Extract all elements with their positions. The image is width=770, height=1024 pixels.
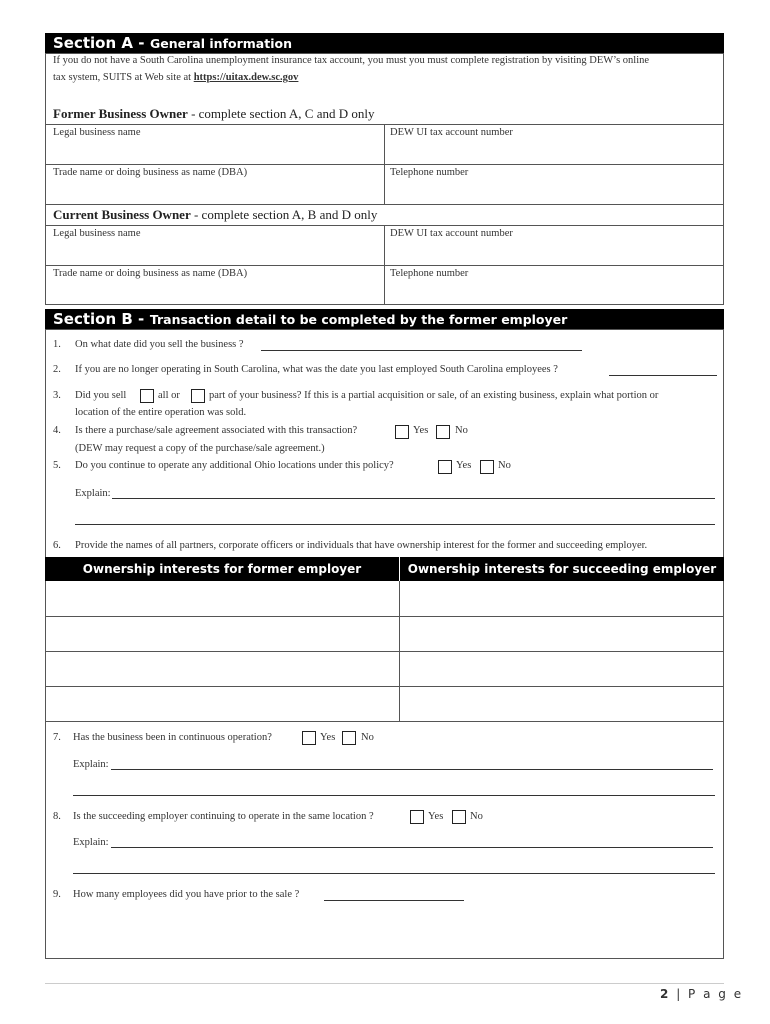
q5-text: Do you continue to operate any additional Ohio locations under this policy? <box>75 460 394 471</box>
section-a-intro-line2: tax system, SUITS at Web site at https://uitax.dew.sc.gov <box>53 72 299 83</box>
q9-text: How many employees did you have prior to the sale ? <box>73 889 300 900</box>
q5-no-label: No <box>498 460 511 471</box>
divider <box>45 164 724 165</box>
section-a-header <box>45 33 724 53</box>
former-owner-cell[interactable] <box>46 617 398 651</box>
q7-yes-label: Yes <box>320 732 336 743</box>
q3-part-label: part of your business? If this is a partial acquisition or sale, of an existing business, explain what portion or <box>209 390 659 401</box>
current-trade-name-label: Trade name or doing business as name (DBA) <box>53 268 248 279</box>
q7-explain-line-1[interactable] <box>111 769 713 770</box>
former-account-label: DEW UI tax account number <box>390 127 513 138</box>
q5-no-checkbox[interactable] <box>480 460 494 474</box>
q8-yes-label: Yes <box>428 811 444 822</box>
section-b-header <box>45 309 724 329</box>
page-number: 2 <box>660 987 671 1001</box>
q8-yes-checkbox[interactable] <box>410 810 424 824</box>
q1-answer-line[interactable] <box>261 350 582 351</box>
q4-no-checkbox[interactable] <box>436 425 450 439</box>
section-b-subtitle: Transaction detail to be completed by the former employer <box>149 312 568 327</box>
q3-number: 3. <box>53 390 61 401</box>
q6-text: Provide the names of all partners, corporate officers or individuals that have ownership interest for the former and succeeding employer. <box>75 540 648 551</box>
table-row <box>46 687 723 721</box>
q2-number: 2. <box>53 364 61 375</box>
footer-divider <box>45 983 724 984</box>
q6-number: 6. <box>53 540 61 551</box>
divider <box>45 204 724 205</box>
q8-explain-line-1[interactable] <box>111 847 713 848</box>
divider <box>45 265 724 266</box>
q8-number: 8. <box>53 811 61 822</box>
former-legal-name-field[interactable] <box>46 140 383 164</box>
q9-answer-line[interactable] <box>324 900 464 901</box>
former-phone-field[interactable] <box>385 180 723 204</box>
q1-text: On what date did you sell the business ? <box>75 339 244 350</box>
q2-text: If you are no longer operating in South Carolina, what was the date you last employed South Carolina employees ? <box>75 364 558 375</box>
page-footer <box>660 987 743 1001</box>
current-account-field[interactable] <box>385 241 723 265</box>
q2-answer-line[interactable] <box>609 375 717 376</box>
q1-number: 1. <box>53 339 61 350</box>
q7-explain-label: Explain: <box>73 759 109 770</box>
q7-number: 7. <box>53 732 61 743</box>
q4-note: (DEW may request a copy of the purchase/sale agreement.) <box>75 443 325 454</box>
q8-text: Is the succeeding employer continuing to operate in the same location ? <box>73 811 374 822</box>
former-owner-cell[interactable] <box>46 687 398 721</box>
table-row-line <box>45 721 724 722</box>
former-trade-name-label: Trade name or doing business as name (DBA) <box>53 167 248 178</box>
q5-yes-label: Yes <box>456 460 472 471</box>
page-label: | P a g e <box>676 987 744 1001</box>
table-header-succeeding: Ownership interests for succeeding employer <box>400 557 724 581</box>
q5-number: 5. <box>53 460 61 471</box>
q3-all-label: all or <box>158 390 180 401</box>
q9-number: 9. <box>53 889 61 900</box>
uitax-link[interactable]: https://uitax.dew.sc.gov <box>193 72 299 83</box>
q7-yes-checkbox[interactable] <box>302 731 316 745</box>
current-phone-field[interactable] <box>385 281 723 304</box>
q5-yes-checkbox[interactable] <box>438 460 452 474</box>
former-account-field[interactable] <box>385 140 723 164</box>
q8-explain-line-2[interactable] <box>73 873 715 874</box>
succeeding-owner-cell[interactable] <box>400 582 723 616</box>
table-row <box>46 617 723 651</box>
q4-text: Is there a purchase/sale agreement associated with this transaction? <box>75 425 358 436</box>
q4-yes-checkbox[interactable] <box>395 425 409 439</box>
table-row <box>46 652 723 686</box>
succeeding-owner-cell[interactable] <box>400 687 723 721</box>
former-owner-cell[interactable] <box>46 582 398 616</box>
q5-explain-line-1[interactable] <box>112 498 715 499</box>
succeeding-owner-cell[interactable] <box>400 652 723 686</box>
section-a-subtitle: General information <box>150 36 292 51</box>
q7-text: Has the business been in continuous operation? <box>73 732 272 743</box>
q7-no-label: No <box>361 732 374 743</box>
former-legal-name-label: Legal business name <box>53 127 141 138</box>
q4-number: 4. <box>53 425 61 436</box>
q3-part-checkbox[interactable] <box>191 389 205 403</box>
q4-yes-label: Yes <box>413 425 429 436</box>
section-a-intro-line1: If you do not have a South Carolina unemployment insurance tax account, you must you must complete registration by visiting DEW’s online <box>53 55 650 66</box>
q8-no-checkbox[interactable] <box>452 810 466 824</box>
q8-no-label: No <box>470 811 483 822</box>
q3-all-checkbox[interactable] <box>140 389 154 403</box>
former-trade-name-field[interactable] <box>46 180 383 204</box>
section-a-title: Section A - <box>53 34 145 52</box>
section-b-title: Section B - <box>53 310 145 328</box>
q7-explain-line-2[interactable] <box>73 795 715 796</box>
q5-explain-label: Explain: <box>75 488 111 499</box>
former-owner-heading: Former Business Owner - complete section A, C and D only <box>53 106 375 121</box>
q3-line2: location of the entire operation was sold. <box>75 407 247 418</box>
former-owner-cell[interactable] <box>46 652 398 686</box>
former-phone-label: Telephone number <box>390 167 469 178</box>
current-legal-name-field[interactable] <box>46 241 383 265</box>
q7-no-checkbox[interactable] <box>342 731 356 745</box>
current-trade-name-field[interactable] <box>46 281 383 304</box>
q3-prefix: Did you sell <box>75 390 127 401</box>
q8-explain-label: Explain: <box>73 837 109 848</box>
table-row <box>46 582 723 616</box>
current-legal-name-label: Legal business name <box>53 228 141 239</box>
current-owner-heading: Current Business Owner - complete section A, B and D only <box>53 207 378 222</box>
current-phone-label: Telephone number <box>390 268 469 279</box>
q5-explain-line-2[interactable] <box>75 524 715 525</box>
current-account-label: DEW UI tax account number <box>390 228 513 239</box>
q4-no-label: No <box>455 425 468 436</box>
succeeding-owner-cell[interactable] <box>400 617 723 651</box>
table-header-former: Ownership interests for former employer <box>45 557 399 581</box>
